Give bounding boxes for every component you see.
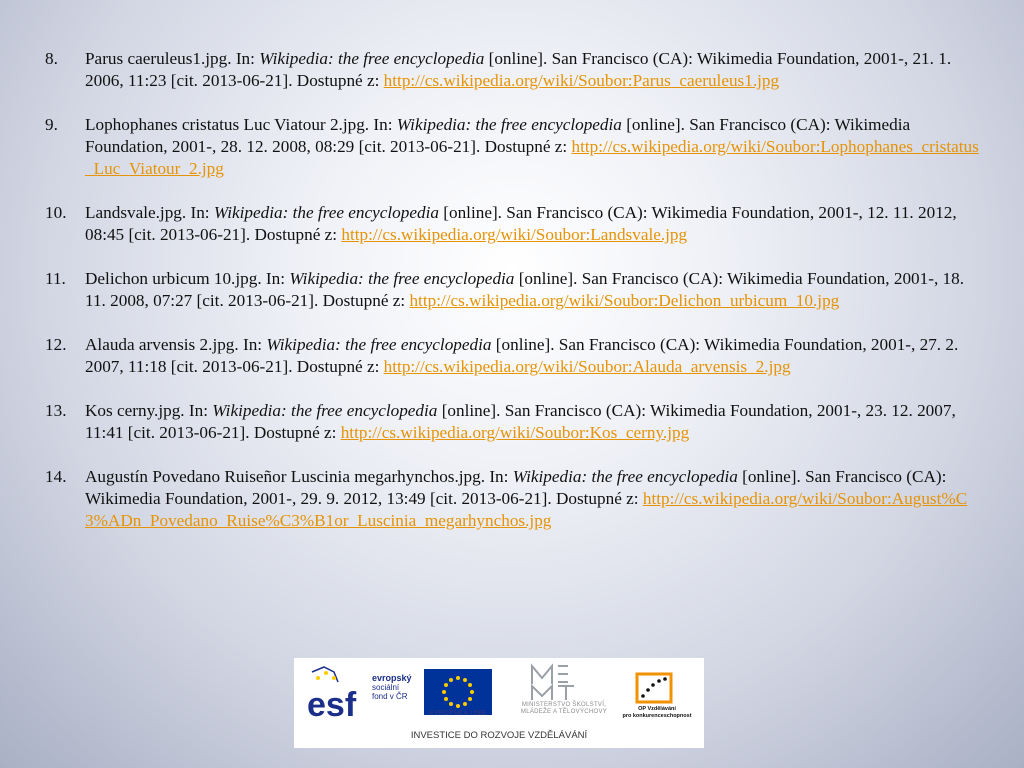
reference-url-link[interactable]: http://cs.wikipedia.org/wiki/Soubor:Delichon_urbicum_10.jpg bbox=[409, 291, 840, 310]
esf-line: evropský bbox=[372, 673, 412, 683]
op-caption bbox=[612, 706, 702, 720]
reference-url-link[interactable]: http://cs.wikipedia.org/wiki/Soubor:Landsvale.jpg bbox=[341, 225, 688, 244]
reference-title: Augustín Povedano Ruiseñor Luscinia megarhynchos.jpg. In: bbox=[85, 467, 513, 486]
reference-url-link[interactable]: http://cs.wikipedia.org/wiki/Soubor:August%C3%ADn_Povedano_Ruise%C3%B1or_Luscinia_megarhynchos.jpg bbox=[85, 489, 968, 530]
reference-details: [online]. San Francisco (CA): Wikimedia Foundation, 2001-, 23. 12. 2007, 11:41 [cit. 2013-06-21]. Dostupné z: bbox=[85, 401, 956, 442]
reference-source: Wikipedia: the free encyclopedia bbox=[396, 115, 622, 134]
esf-line: sociální bbox=[372, 683, 400, 692]
op-vzdelavani-logo bbox=[629, 666, 679, 706]
reference-number: 8. bbox=[45, 49, 58, 68]
msmt-caption bbox=[504, 702, 624, 716]
reference-number: 13. bbox=[45, 401, 67, 420]
reference-details: [online]. San Francisco (CA): Wikimedia Foundation, 2001-, 12. 11. 2012, 08:45 [cit. 2013-06-21]. Dostupné z: bbox=[85, 203, 957, 244]
reference-number: 10. bbox=[45, 203, 67, 222]
reference-title: Delichon urbicum 10.jpg. In: bbox=[85, 269, 290, 288]
reference-source: Wikipedia: the free encyclopedia bbox=[213, 203, 439, 222]
reference-title: Kos cerny.jpg. In: bbox=[85, 401, 213, 420]
reference-title: Parus caeruleus1.jpg. In: bbox=[85, 49, 260, 68]
reference-item bbox=[45, 114, 980, 180]
reference-item bbox=[45, 334, 980, 378]
op-line: OP Vzdělávání bbox=[638, 706, 676, 712]
esf-mark: esf bbox=[307, 686, 357, 724]
esf-caption bbox=[372, 674, 412, 701]
reference-number: 14. bbox=[45, 467, 67, 486]
reference-source: Wikipedia: the free encyclopedia bbox=[259, 49, 485, 68]
reference-item bbox=[45, 202, 980, 246]
reference-number: 11. bbox=[45, 269, 66, 288]
msmt-line: MLÁDEŽE A TĚLOVÝCHOVY bbox=[520, 709, 608, 715]
reference-details: [online]. San Francisco (CA): Wikimedia Foundation, 2001-, 27. 2. 2007, 11:18 [cit. 2013-06-21]. Dostupné z: bbox=[85, 335, 959, 376]
reference-source: Wikipedia: the free encyclopedia bbox=[289, 269, 515, 288]
reference-url-link[interactable]: http://cs.wikipedia.org/wiki/Soubor:Lophophanes_cristatus_Luc_Viatour_2.jpg bbox=[85, 137, 979, 178]
reference-url-link[interactable]: http://cs.wikipedia.org/wiki/Soubor:Kos_cerny.jpg bbox=[340, 423, 690, 442]
reference-details: [online]. San Francisco (CA): Wikimedia Foundation, 2001-, 28. 12. 2008, 08:29 [cit. 2013-06-21]. Dostupné z: bbox=[85, 115, 911, 156]
reference-url-link[interactable]: http://cs.wikipedia.org/wiki/Soubor:Alauda_arvensis_2.jpg bbox=[383, 357, 791, 376]
reference-details: [online]. San Francisco (CA): Wikimedia Foundation, 2001-, 21. 1. 2006, 11:23 [cit. 2013-06-21]. Dostupné z: bbox=[85, 49, 952, 90]
reference-item bbox=[45, 268, 980, 312]
msmt-line: MINISTERSTVO ŠKOLSTVÍ, bbox=[521, 702, 607, 708]
reference-title: Lophophanes cristatus Luc Viatour 2.jpg. In: bbox=[85, 115, 397, 134]
reference-number: 12. bbox=[45, 335, 67, 354]
reference-source: Wikipedia: the free encyclopedia bbox=[266, 335, 492, 354]
reference-list bbox=[45, 48, 980, 554]
reference-title: Landsvale.jpg. In: bbox=[85, 203, 214, 222]
reference-source: Wikipedia: the free encyclopedia bbox=[512, 467, 738, 486]
reference-details: [online]. San Francisco (CA): Wikimedia Foundation, 2001-, 18. 11. 2008, 07:27 [cit. 2013-06-21]. Dostupné z: bbox=[85, 269, 965, 310]
reference-url-link[interactable]: http://cs.wikipedia.org/wiki/Soubor:Parus_caeruleus1.jpg bbox=[383, 71, 780, 90]
reference-details: [online]. San Francisco (CA): Wikimedia Foundation, 2001-, 29. 9. 2012, 13:49 [cit. 2013-06-21]. Dostupné z: bbox=[85, 467, 947, 508]
investment-slogan: INVESTICE DO ROZVOJE VZDĚLÁVÁNÍ bbox=[410, 730, 588, 741]
reference-number: 9. bbox=[45, 115, 58, 134]
eu-label: EVROPSKÁ UNIE bbox=[429, 710, 487, 717]
esf-line: fond v ČR bbox=[372, 692, 408, 701]
reference-item bbox=[45, 466, 980, 532]
reference-source: Wikipedia: the free encyclopedia bbox=[212, 401, 438, 420]
op-line: pro konkurenceschopnost bbox=[622, 713, 692, 719]
reference-item bbox=[45, 400, 980, 444]
reference-item bbox=[45, 48, 980, 92]
msmt-logo bbox=[524, 662, 604, 702]
reference-title: Alauda arvensis 2.jpg. In: bbox=[85, 335, 267, 354]
funding-logo-bar bbox=[294, 658, 704, 748]
